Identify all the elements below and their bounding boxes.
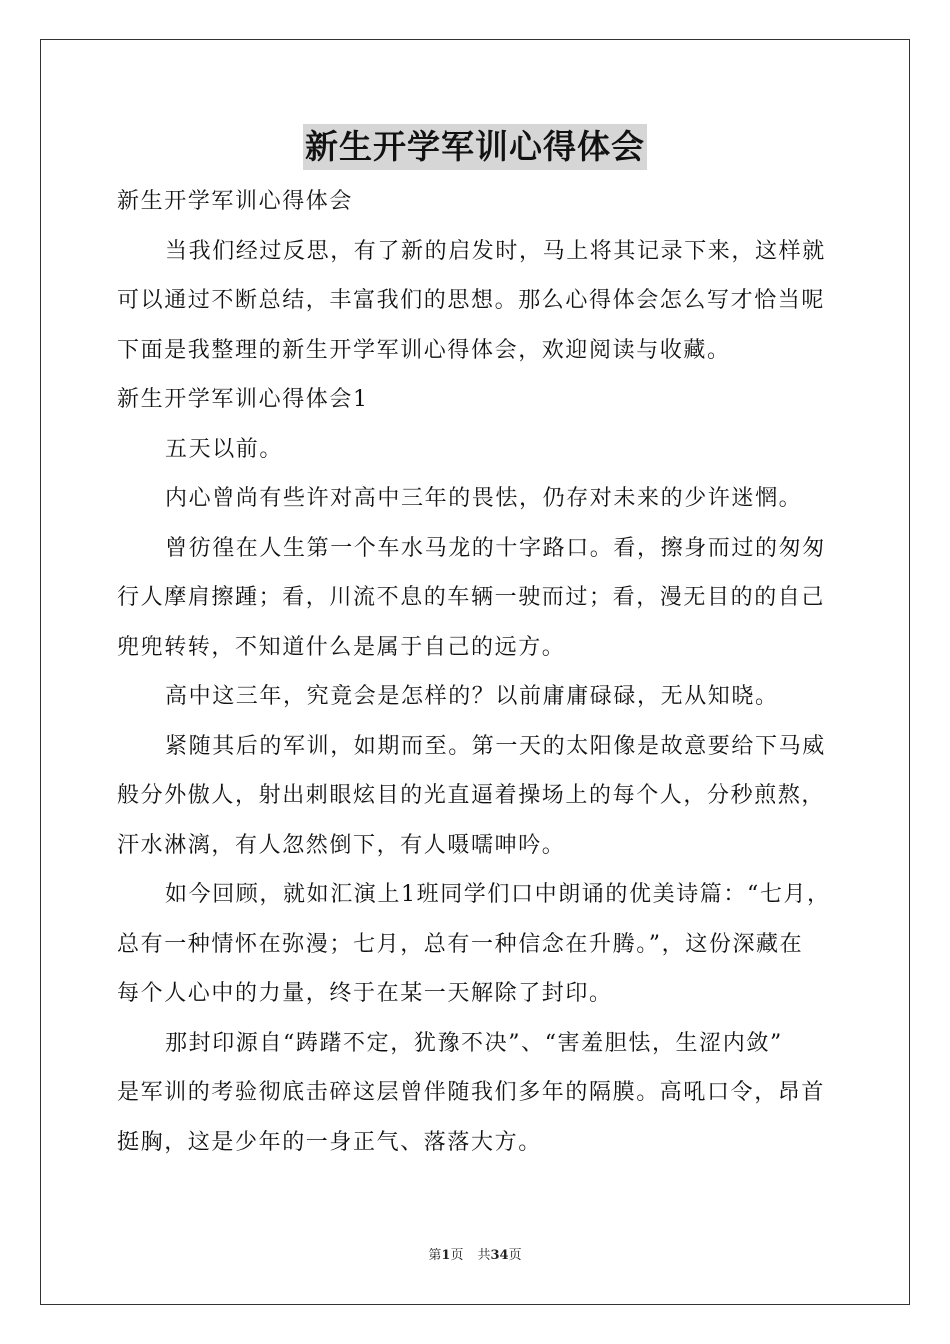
body-line: 般分外傲人，射出刺眼炫目的光直逼着操场上的每个人，分秒煎熬， — [117, 783, 826, 808]
page-footer — [0, 1246, 950, 1266]
page-suffix: 页 — [450, 1248, 464, 1263]
body-line: 行人摩肩擦踵；看，川流不息的车辆一驶而过；看，漫无目的的自己 — [117, 585, 826, 610]
document-title: 新生开学军训心得体会 — [303, 124, 647, 170]
title-container — [0, 124, 950, 170]
body-line: 那封印源自“踌躇不定，犹豫不决”、“害羞胆怯，生涩内敛” — [165, 1030, 783, 1056]
body-line: 内心曾尚有些许对高中三年的畏怯，仍存对未来的少许迷惘。 — [165, 486, 803, 511]
body-line: 高中这三年，究竟会是怎样的？以前庸庸碌碌，无从知晓。 — [165, 684, 779, 709]
body-line: 挺胸，这是少年的一身正气、落落大方。 — [117, 1129, 542, 1155]
body-line: 总有一种情怀在弥漫；七月，总有一种信念在升腾。”，这份深藏在 — [117, 931, 804, 957]
body-line: 五天以前。 — [165, 436, 284, 462]
body-line: 汗水淋漓，有人忽然倒下，有人嗫嚅呻吟。 — [117, 832, 566, 858]
body-line: 每个人心中的力量，终于在某一天解除了封印。 — [117, 981, 613, 1006]
body-line: 兜兜转转，不知道什么是属于自己的远方。 — [117, 634, 566, 660]
body-line: 紧随其后的军训，如期而至。第一天的太阳像是故意要给下马威 — [165, 733, 826, 759]
body-line: 可以通过不断总结，丰富我们的思想。那么心得体会怎么写才恰当呢 — [117, 288, 826, 313]
section-heading: 新生开学军训心得体会1 — [117, 387, 369, 412]
body-line: 当我们经过反思，有了新的启发时，马上将其记录下来，这样就 — [165, 238, 826, 264]
body-line: 是军训的考验彻底击碎这层曾伴随我们多年的隔膜。高吼口令，昂首 — [117, 1080, 826, 1105]
body-line: 新生开学军训心得体会 — [117, 189, 354, 214]
total-pages: 34 — [490, 1248, 509, 1263]
page-number: 1 — [441, 1248, 451, 1263]
page-prefix: 第 — [428, 1248, 442, 1263]
body-line: 下面是我整理的新生开学军训心得体会，欢迎阅读与收藏。 — [117, 337, 731, 363]
document-body — [117, 177, 837, 1167]
total-suffix: 页 — [508, 1248, 522, 1263]
total-prefix: 共 — [477, 1248, 491, 1263]
body-line: 如今回顾，就如汇演上1班同学们口中朗诵的优美诗篇：“七月， — [165, 882, 831, 907]
body-line: 曾彷徨在人生第一个车水马龙的十字路口。看，擦身而过的匆匆 — [165, 535, 826, 561]
